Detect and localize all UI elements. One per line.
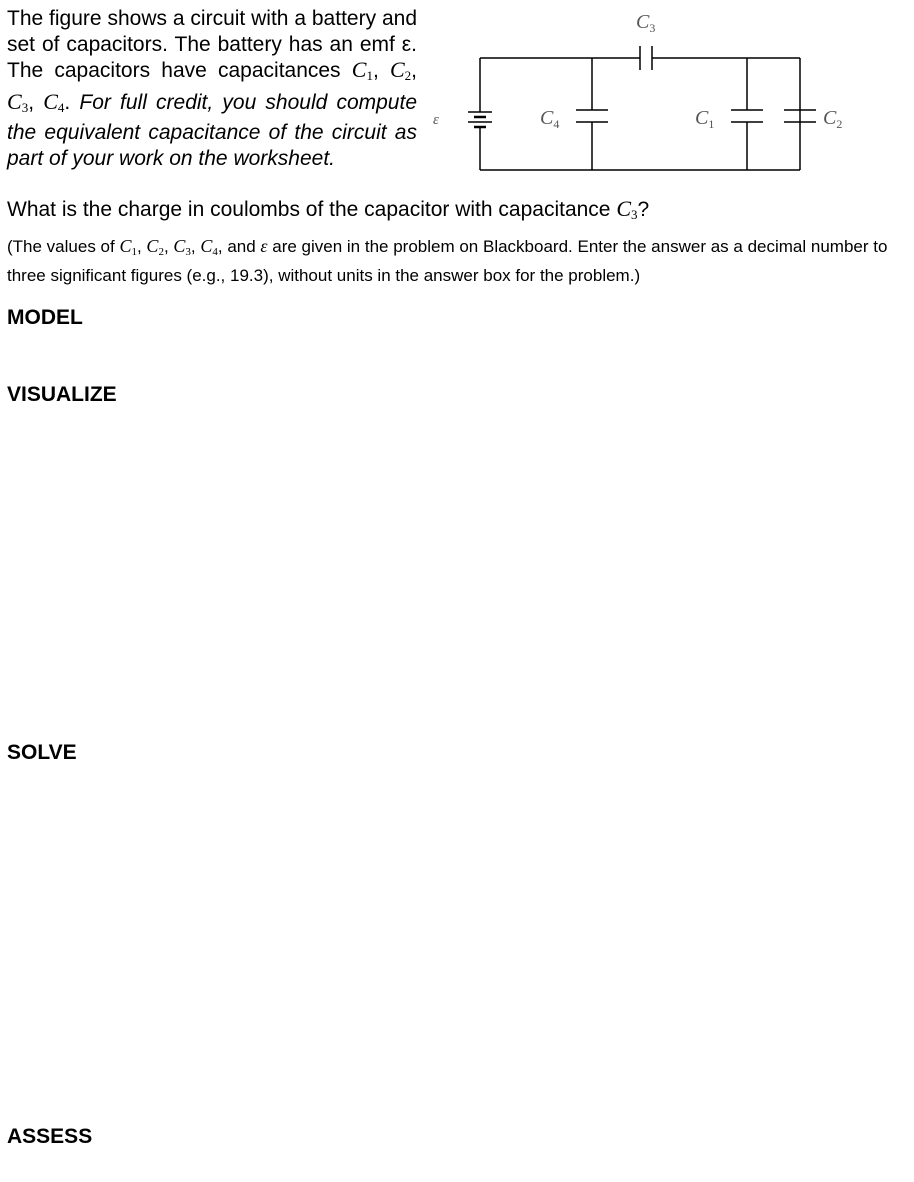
- cap-subscript: 3: [21, 99, 29, 115]
- question-mark: ?: [637, 198, 650, 221]
- cap-subscript: 1: [131, 246, 137, 258]
- note-c3: [173, 236, 191, 256]
- problem-intro: [7, 6, 417, 171]
- cap-subscript: 2: [404, 68, 412, 83]
- cap-symbol: C: [7, 88, 22, 114]
- question-cap-label: [616, 196, 637, 221]
- separator: ,: [163, 237, 174, 256]
- separator: ,: [28, 90, 44, 114]
- separator: ,: [372, 59, 390, 82]
- cap-symbol: C: [146, 236, 159, 256]
- note-emf: ε: [260, 236, 268, 256]
- cap-c1-label: [352, 57, 373, 82]
- cap-symbol: C: [616, 196, 632, 221]
- credit-instruction: For full credit, you should compute the equivalent capacitance of the circuit as part of your work on the worksheet.: [7, 90, 417, 170]
- cap-symbol: C: [119, 236, 132, 256]
- note-c1: [119, 236, 137, 256]
- cap-subscript: 4: [212, 246, 218, 258]
- note-c2: [146, 236, 164, 256]
- c4-label: $C_4$: [540, 107, 560, 131]
- cap-c3-label: [7, 89, 28, 114]
- c2-label: $C_2$: [823, 107, 843, 131]
- cap-symbol: C: [389, 57, 405, 82]
- section-solve-heading: SOLVE: [7, 741, 77, 764]
- section-assess-heading: ASSESS: [7, 1125, 93, 1148]
- instructions-note: [7, 234, 897, 288]
- cap-subscript: 4: [57, 99, 65, 115]
- capacitor-c3: [640, 46, 652, 70]
- cap-symbol: C: [351, 57, 367, 82]
- separator: ,: [411, 59, 417, 82]
- separator: ,: [136, 237, 147, 256]
- cap-symbol: C: [200, 236, 213, 256]
- cap-subscript: 2: [158, 246, 164, 258]
- intro-text: The figure shows a circuit with a battery and set of capacitors. The battery has an emf ε. The capacitors have capacitances: [7, 7, 417, 82]
- cap-symbol: C: [173, 236, 186, 256]
- cap-subscript: 1: [366, 68, 373, 83]
- c1-label: $C_1$: [695, 107, 715, 131]
- capacitor-c1: [731, 110, 763, 122]
- note-rest: are given in the problem on Blackboard. Enter the answer as a decimal number to three significant figures (e.g., 19.3), without units in the answer box for the problem.): [7, 237, 888, 285]
- question-body: What is the charge in coulombs of the capacitor with capacitance: [7, 198, 617, 221]
- cap-subscript: 3: [185, 246, 191, 258]
- section-visualize-heading: VISUALIZE: [7, 383, 117, 406]
- circuit-diagram: [430, 4, 880, 182]
- cap-symbol: C: [43, 88, 58, 114]
- note-open: (The values of: [7, 237, 120, 256]
- separator: , and: [217, 237, 261, 256]
- note-c4: [200, 236, 218, 256]
- separator: ,: [190, 237, 201, 256]
- c3-label: $C_3$: [636, 11, 656, 35]
- capacitor-c4: [576, 110, 608, 122]
- battery-symbol: [468, 112, 492, 127]
- emf-label: ε: [433, 112, 439, 128]
- section-model-heading: MODEL: [7, 306, 83, 329]
- separator: .: [64, 90, 80, 114]
- cap-c2-label: [390, 57, 411, 82]
- cap-c4-label: [43, 89, 64, 114]
- question-text: [7, 196, 649, 223]
- cap-subscript: 3: [631, 207, 638, 222]
